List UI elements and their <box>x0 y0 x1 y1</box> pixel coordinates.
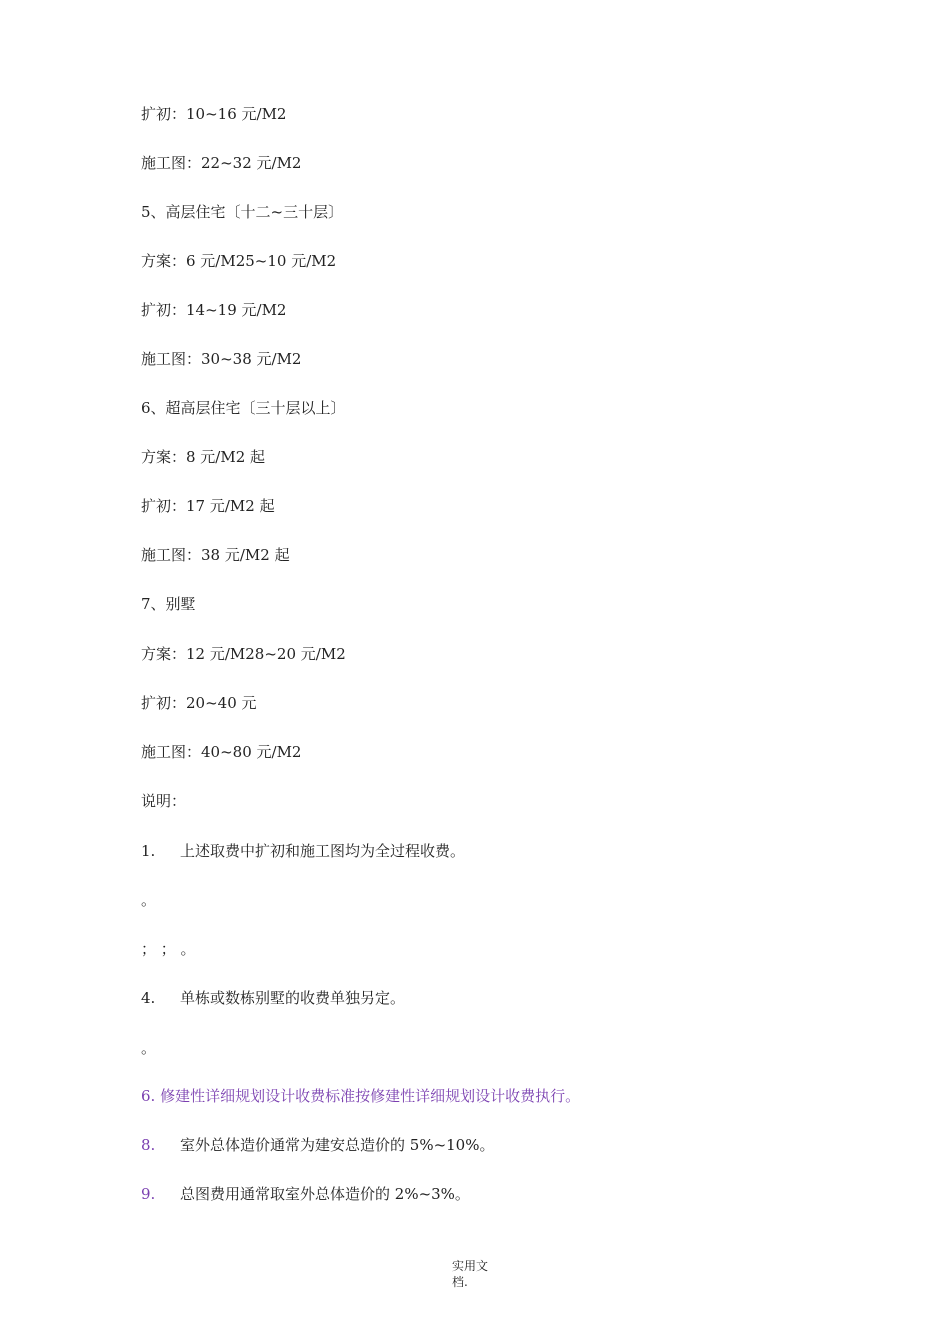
note-text: 总图费用通常取室外总体造价的 2%~3%。 <box>180 1185 470 1203</box>
note-item: ； ； 。 <box>141 940 196 958</box>
note-item <box>141 1184 470 1204</box>
text-line: 施工图：38 元/M2 起 <box>141 546 290 564</box>
note-number: 1. <box>141 842 156 860</box>
text-line: 方案：6 元/M25~10 元/M2 <box>141 252 337 270</box>
section-heading: 7、别墅 <box>141 595 196 613</box>
note-number: 9. <box>141 1185 156 1203</box>
footer-line: 实用文 <box>452 1259 489 1273</box>
note-number: 4. <box>141 989 156 1007</box>
text-line: 扩初：14~19 元/M2 <box>141 301 287 319</box>
note-text: 单栋或数栋别墅的收费单独另定。 <box>180 989 406 1007</box>
text-line: 方案：8 元/M2 起 <box>141 448 266 466</box>
text-line: 扩初：20~40 元 <box>141 694 257 712</box>
note-item: 。 <box>141 891 157 909</box>
note-item-highlighted: 6. 修建性详细规划设计收费标准按修建性详细规划设计收费执行。 <box>141 1087 581 1105</box>
text-line: 扩初：17 元/M2 起 <box>141 497 275 515</box>
page-footer <box>452 1258 512 1290</box>
note-item <box>141 988 405 1008</box>
text-line: 施工图：40~80 元/M2 <box>141 743 302 761</box>
notes-heading: 说明： <box>141 792 187 810</box>
note-text: 上述取费中扩初和施工图均为全过程收费。 <box>180 842 466 860</box>
note-text: 室外总体造价通常为建安总造价的 5%~10%。 <box>180 1136 495 1154</box>
note-number: 8. <box>141 1136 156 1154</box>
text-line: 施工图：30~38 元/M2 <box>141 350 302 368</box>
note-item <box>141 1135 494 1155</box>
note-item: 。 <box>141 1039 157 1057</box>
section-heading: 6、超高层住宅〔三十层以上〕 <box>141 399 346 417</box>
text-line: 施工图：22~32 元/M2 <box>141 154 302 172</box>
text-line: 扩初：10~16 元/M2 <box>141 105 287 123</box>
footer-line: 档. <box>452 1275 468 1289</box>
section-heading: 5、高层住宅〔十二~三十层〕 <box>141 203 344 221</box>
note-item <box>141 841 465 861</box>
text-line: 方案：12 元/M28~20 元/M2 <box>141 645 346 663</box>
